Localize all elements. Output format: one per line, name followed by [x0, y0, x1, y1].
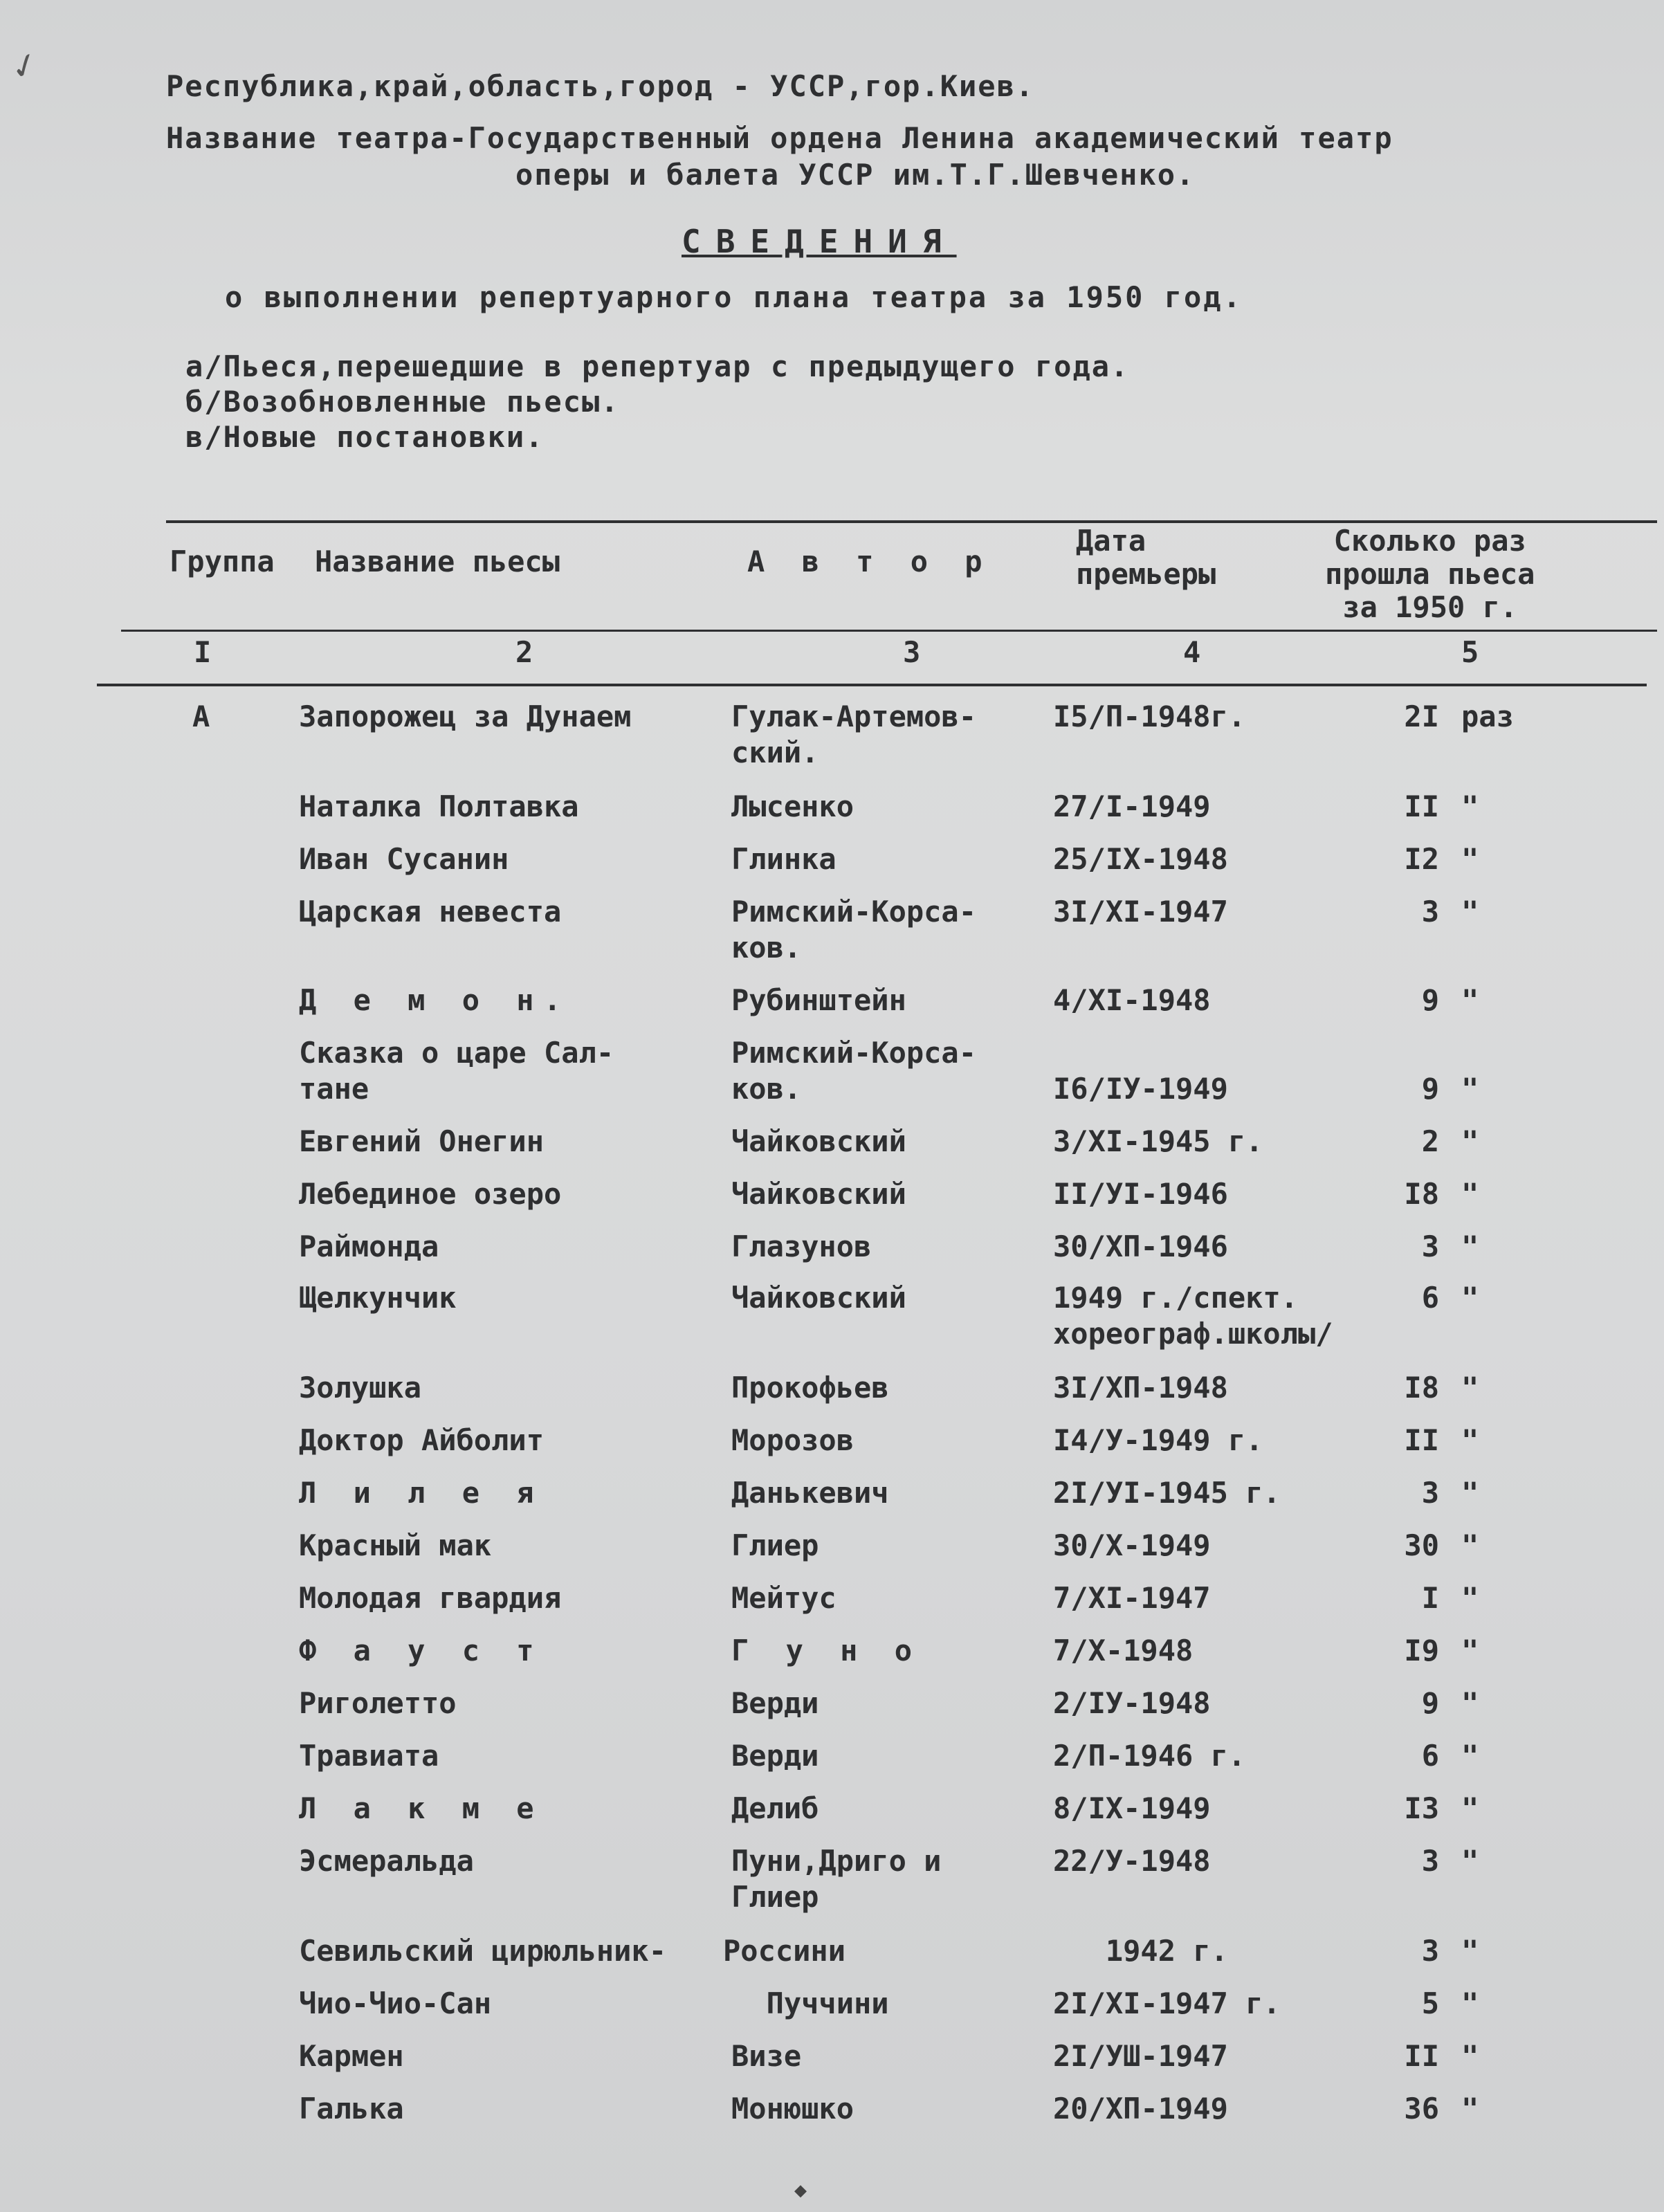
- row-author: Чайковский: [731, 1281, 906, 1315]
- row-date: 1949 г./спект. хореограф.школы/: [1053, 1281, 1333, 1351]
- row-count: 36: [1404, 2092, 1439, 2126]
- row-count: 6: [1421, 1281, 1439, 1315]
- row-play: Галька: [299, 2092, 404, 2126]
- col-number-2: 2: [515, 635, 533, 669]
- row-date: 2I/УI-1945 г.: [1053, 1476, 1281, 1510]
- pencil-check-mark: ✓: [5, 40, 43, 91]
- row-unit: ": [1461, 842, 1479, 876]
- row-author: Чайковский: [731, 1177, 906, 1211]
- row-play: Лебединое озеро: [299, 1177, 562, 1211]
- row-unit: ": [1461, 1528, 1479, 1562]
- row-author: Глинка: [731, 842, 836, 876]
- row-unit: ": [1461, 983, 1479, 1017]
- row-count: 9: [1421, 983, 1439, 1017]
- row-play: Л а к м е: [299, 1791, 544, 1825]
- row-date: 22/У-1948: [1053, 1844, 1211, 1878]
- row-count: I8: [1404, 1371, 1439, 1405]
- row-date: 2/IУ-1948: [1053, 1686, 1211, 1720]
- row-date: 2I/УШ-1947: [1053, 2039, 1228, 2073]
- row-play: Золушка: [299, 1371, 422, 1405]
- row-author: Гулак-Артемов- ский.: [731, 700, 977, 769]
- row-date: 2/П-1946 г.: [1053, 1739, 1246, 1773]
- col-header-author: А в т о р: [747, 545, 992, 578]
- row-date: 1942 г.: [1053, 1934, 1228, 1968]
- row-date: 3I/XП-1948: [1053, 1371, 1228, 1405]
- row-unit: ": [1461, 1634, 1479, 1667]
- row-play: Севильский цирюльник-: [299, 1934, 667, 1968]
- row-author: Прокофьев: [731, 1371, 889, 1405]
- row-unit: ": [1461, 1934, 1479, 1968]
- row-count: 3: [1421, 1476, 1439, 1510]
- row-author: Верди: [731, 1686, 819, 1720]
- row-date: 27/I-1949: [1053, 789, 1211, 823]
- row-author: Россини: [723, 1934, 846, 1968]
- row-date: 3/XI-1945 г.: [1053, 1124, 1263, 1158]
- row-unit: ": [1461, 1423, 1479, 1457]
- col-header-group: Группа: [170, 545, 275, 578]
- col-header-play: Название пьесы: [315, 545, 560, 578]
- row-author: Верди: [731, 1739, 819, 1773]
- table-top-rule: [166, 520, 1657, 523]
- row-count: I: [1421, 1581, 1439, 1615]
- row-unit: ": [1461, 1476, 1479, 1510]
- row-author: Римский-Корса- ков.: [731, 895, 977, 965]
- document-subtitle: о выполнении репертуарного плана театра за 1950 год.: [225, 280, 1243, 314]
- row-play: Евгений Онегин: [299, 1124, 545, 1158]
- row-unit: ": [1461, 1281, 1479, 1315]
- row-count: 5: [1421, 1986, 1439, 2020]
- row-count: 3: [1421, 1230, 1439, 1263]
- row-author: Пуни,Дриго и Глиер: [731, 1844, 942, 1914]
- col-number-4: 4: [1183, 635, 1201, 669]
- row-count: 2: [1421, 1124, 1439, 1158]
- row-author: Делиб: [731, 1791, 819, 1825]
- row-play: Ф а у с т: [299, 1634, 544, 1667]
- row-count: I9: [1404, 1634, 1439, 1667]
- col-header-count: Сколько раз прошла пьеса за 1950 г.: [1325, 524, 1535, 624]
- row-author: Мейтус: [731, 1581, 836, 1615]
- row-count: I2: [1404, 842, 1439, 876]
- row-unit: ": [1461, 1072, 1479, 1106]
- category-a: а/Пьеся,перешедшие в репертуар с предыдущего года.: [185, 349, 1130, 383]
- row-unit: ": [1461, 1791, 1479, 1825]
- row-count: 6: [1421, 1739, 1439, 1773]
- row-count: 3: [1421, 1934, 1439, 1968]
- row-author: Морозов: [731, 1423, 854, 1457]
- row-count: 3: [1421, 1844, 1439, 1878]
- category-b: б/Возобновленные пьесы.: [185, 385, 620, 419]
- row-unit: ": [1461, 1581, 1479, 1615]
- theatre-name-line2: оперы и балета УССР им.Т.Г.Шевченко.: [515, 158, 1196, 192]
- row-count: II: [1404, 1423, 1439, 1457]
- row-unit: ": [1461, 2039, 1479, 2073]
- row-unit: раз: [1461, 700, 1514, 733]
- row-play: Красный мак: [299, 1528, 492, 1562]
- category-c: в/Новые постановки.: [185, 420, 545, 454]
- row-count: 30: [1404, 1528, 1439, 1562]
- row-unit: ": [1461, 1230, 1479, 1263]
- row-play: Чио-Чио-Сан: [299, 1986, 492, 2020]
- row-play: Запорожец за Дунаем: [299, 700, 632, 733]
- row-author: Чайковский: [731, 1124, 906, 1158]
- numbers-rule: [97, 684, 1647, 686]
- row-date: 30/XП-1946: [1053, 1230, 1228, 1263]
- row-unit: ": [1461, 1686, 1479, 1720]
- row-unit: ": [1461, 1371, 1479, 1405]
- row-author: Глиер: [731, 1528, 819, 1562]
- row-count: 9: [1421, 1072, 1439, 1106]
- row-count: 2I: [1404, 700, 1439, 733]
- row-play: Царская невеста: [299, 895, 562, 929]
- row-date: 3I/XI-1947: [1053, 895, 1228, 929]
- row-date: 7/XI-1947: [1053, 1581, 1211, 1615]
- row-count: I8: [1404, 1177, 1439, 1211]
- col-number-3: 3: [903, 635, 921, 669]
- row-unit: ": [1461, 1124, 1479, 1158]
- row-unit: ": [1461, 1844, 1479, 1878]
- row-date: 25/IX-1948: [1053, 842, 1228, 876]
- punch-hole-mark: ◆: [794, 2178, 807, 2202]
- row-play: Эсмеральда: [299, 1844, 474, 1878]
- row-date: 30/X-1949: [1053, 1528, 1211, 1562]
- row-author: Глазунов: [731, 1230, 872, 1263]
- row-play: Сказка о царе Сал- тане: [299, 1036, 614, 1106]
- region-line: Республика,край,область,город - УССР,гор.Киев.: [166, 69, 1035, 103]
- row-unit: ": [1461, 1177, 1479, 1211]
- row-date: 7/X-1948: [1053, 1634, 1194, 1667]
- row-unit: ": [1461, 1739, 1479, 1773]
- row-date: 8/IX-1949: [1053, 1791, 1211, 1825]
- row-unit: ": [1461, 895, 1479, 929]
- row-author: Данькевич: [731, 1476, 889, 1510]
- header-rule: [121, 630, 1657, 632]
- row-play: Риголетто: [299, 1686, 457, 1720]
- col-number-1: I: [194, 635, 212, 669]
- row-unit: ": [1461, 2092, 1479, 2126]
- row-count: 9: [1421, 1686, 1439, 1720]
- col-number-5: 5: [1461, 635, 1479, 669]
- row-count: II: [1404, 789, 1439, 823]
- row-play: Л и л е я: [299, 1476, 544, 1510]
- row-author: Г у н о: [731, 1634, 922, 1667]
- row-play: Раймонда: [299, 1230, 439, 1263]
- row-play: Кармен: [299, 2039, 404, 2073]
- row-author: Римский-Корса- ков.: [731, 1036, 977, 1106]
- row-play: Наталка Полтавка: [299, 789, 579, 823]
- col-header-date: Дата премьеры: [1076, 524, 1216, 591]
- theatre-name-line1: Название театра-Государственный ордена Ленина академический театр: [166, 121, 1393, 155]
- row-count: II: [1404, 2039, 1439, 2073]
- row-author: Пуччини: [731, 1986, 889, 2020]
- row-play: Щелкунчик: [299, 1281, 457, 1315]
- row-author: Рубинштейн: [731, 983, 906, 1017]
- row-date: I5/П-1948г.: [1053, 700, 1246, 733]
- row-date: 20/XП-1949: [1053, 2092, 1228, 2126]
- row-unit: ": [1461, 1986, 1479, 2020]
- document-title: СВЕДЕНИЯ: [682, 223, 957, 260]
- row-author: Лысенко: [731, 789, 854, 823]
- row-date: 4/XI-1948: [1053, 983, 1211, 1017]
- row-author: Монюшко: [731, 2092, 854, 2126]
- row-date: I6/IУ-1949: [1053, 1072, 1228, 1106]
- row-count: I3: [1404, 1791, 1439, 1825]
- row-date: I4/У-1949 г.: [1053, 1423, 1263, 1457]
- row-author: Визе: [731, 2039, 802, 2073]
- row-count: 3: [1421, 895, 1439, 929]
- row-group: А: [192, 700, 210, 733]
- row-play: Иван Сусанин: [299, 842, 509, 876]
- row-play: Д е м о н.: [299, 983, 571, 1017]
- row-play: Молодая гвардия: [299, 1581, 562, 1615]
- row-play: Доктор Айболит: [299, 1423, 545, 1457]
- row-unit: ": [1461, 789, 1479, 823]
- row-date: II/УI-1946: [1053, 1177, 1228, 1211]
- row-date: 2I/XI-1947 г.: [1053, 1986, 1281, 2020]
- row-play: Травиата: [299, 1739, 439, 1773]
